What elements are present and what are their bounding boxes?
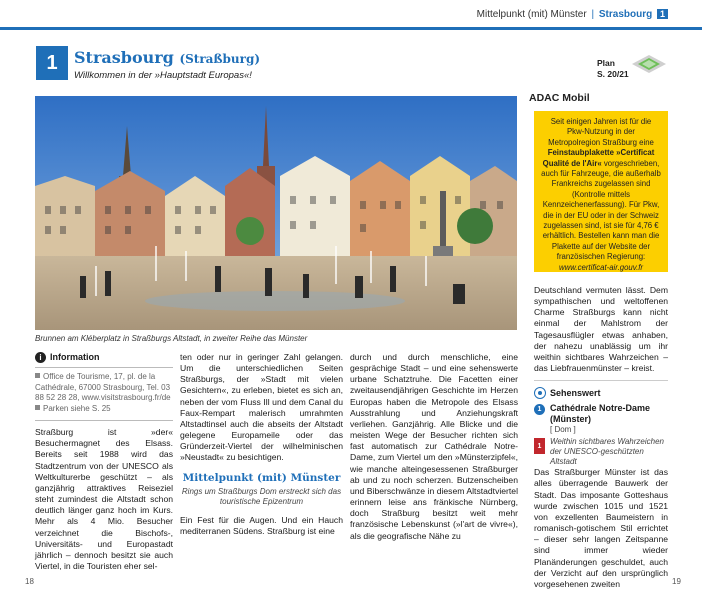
sights-title: Sehenswert — [550, 387, 601, 398]
info-title: Information — [50, 352, 100, 362]
adac-highlight: Feinstaubplakette »Certificat Qualité de l'Air« — [542, 148, 655, 168]
column-4 — [534, 285, 668, 590]
body-text: Straßburg ist »der« Besuchermagnet des Elsass. Bereits seit 1988 wird das Stadtzentrum von der UNESCO als Weltkulturerbe geschützt – als ganzjährig attraktives Reiseziel steht zumindest die Altstadt schon deutlich länger ganz hoch im Kurs. Mehr als 4 Mio. Besucher verzeichnet die Bischofs-, Universitäts- und Europastadt jährlich – dennoch besitzt sie auch Viertel, in die Touristen eher sel- — [35, 427, 173, 572]
adac-title: ADAC Mobil — [529, 92, 590, 104]
info-icon: i — [35, 352, 46, 363]
body-text: Ein Fest für die Augen. Und ein Hauch mediterranen Südens. Straßburg ist eine — [180, 514, 343, 536]
header-section: Mittelpunkt (mit) Münster — [476, 9, 587, 20]
info-parking-text: Parken siehe S. 25 — [43, 403, 111, 413]
subsection-intro: Rings um Straßburgs Dom erstreckt sich das touristische Epizentrum — [181, 486, 342, 506]
plan-reference — [597, 58, 629, 80]
kleberplatz-photo — [35, 96, 517, 330]
chapter-title-alt: (Straßburg) — [179, 52, 261, 66]
photo-caption: Brunnen am Kléberplatz in Straßburgs Altstadt, in zweiter Reihe das Münster — [35, 334, 308, 343]
page-number-right: 19 — [672, 577, 681, 586]
plan-page-ref: S. 20/21 — [597, 69, 629, 79]
info-header — [35, 352, 173, 368]
entry-number: 1 — [534, 404, 545, 415]
body-text: Das Straßburger Münster ist das alles überragende Bauwerk der Stadt. Das imposante Gotteshaus wurde zwischen 1015 und 1521 von exzellenten Baumeistern in romanisch-gotischem Stil errichtet – dieser sehr langen Zeitspanne sind immer wieder Planänderungen geschuldet, auch der Verzicht auf den ursprünglich vorgesehenen zweiten — [534, 467, 668, 589]
subsection-title: Mittelpunkt (mit) Münster — [182, 471, 341, 484]
adac-text-b: vorgeschrieben, auch für Fahrzeuge, die außerhalb Frankreichs zugelassen sind (Kontrolle mittels Kennzeichenerfassung). Für Pkw, die in der EU oder in der Schweiz zugelassen sind, ist sie für 4,76 € erhältlich. Bestellen kann man die Plakette auf der Website der französischen Regierung: — [541, 158, 661, 262]
header-rule — [0, 27, 702, 30]
bullet-square-icon — [35, 405, 40, 410]
info-box — [35, 352, 173, 421]
adac-link[interactable]: www.certificat-air.gouv.fr — [558, 262, 644, 272]
chapter-title-main: Strasbourg — [74, 48, 174, 67]
info-parking — [35, 404, 173, 415]
body-text: ten oder nur in geringer Zahl gelangen. Um die unterschiedlichen Seiten Straßburgs, der »Stadt mit vielen Gesichtern«, zu erleben, bietet es sich an, neben der vom Fluss Ill und dem Canal du Faux-Rempart malerisch umrahmten Altstadtinsel auch die abseits der Altstadt gelegene Europameile oder das Gründerzeit-Viertel der wilhelminischen »Neustadt« zu besichtigen. — [180, 352, 343, 463]
entry-subline — [534, 435, 668, 467]
header-separator: | — [591, 9, 595, 20]
chapter-number: 1 — [36, 46, 68, 80]
chapter-subtitle: Willkommen in der »Hauptstadt Europas«! — [74, 70, 252, 81]
map-icon — [630, 50, 668, 78]
body-text: durch und durch menschliche, eine gesprächige Stadt – und eine sehenswerte urbane Schatztruhe. Die Facetten einer zweitausendjährigen Geschichte im Herzen Europas haben die Metropole des Elsass Ausstrahlung und Anziehungskraft verliehen. Ganzjährig. Alle Blicke und die meisten Wege der Besucher richten sich fast automatisch zur Cathédrale Notre-Dame, zum Viertel um den »Münsterzipfel«, wie manche alteingesessenen Straßburger ab und zu noch scherzen. Butzenscheiben und Biberschwänze in diesem Altstadtviertel erinnern leise ans fränkische Nürnberg, doch Straßburg besitzt weit mehr französische Lebenskunst (»l'art de vivre«), als die geografische Nähe zu — [350, 352, 518, 541]
adac-text: Seit einigen Jahren ist für die Pkw-Nutzung in der Metropolregion Straßburg eine — [548, 117, 654, 147]
info-address — [35, 372, 173, 404]
adac-box — [534, 111, 668, 272]
sight-icon — [534, 387, 546, 399]
map-marker-icon: 1 — [534, 438, 545, 454]
page-number-left: 18 — [25, 577, 34, 586]
info-address-text: Office de Tourisme, 17, pl. de la Cathédrale, 67000 Strasbourg, Tel. 03 88 52 28 28, www.visitstrasbourg.fr/de — [35, 372, 171, 403]
chapter-title — [74, 48, 260, 67]
column-2 — [180, 352, 343, 537]
plan-label: Plan — [597, 58, 615, 68]
sight-entry — [534, 403, 668, 435]
body-text: Deutschland vermuten lässt. Dem sympathischen und weltoffenen Charme Straßburgs kann nicht einmal der Mahlstrom der Tagesausflügler etwas anhaben, der nahezu unablässig um ihr weithin sichtbares Wahrzeichen – das Liebfrauenmünster – kreist. — [534, 285, 668, 374]
running-header — [477, 9, 668, 20]
entry-subtitle: Weithin sichtbares Wahrzeichen der UNESCO-geschützten Altstadt — [550, 437, 664, 467]
bullet-square-icon — [35, 373, 40, 378]
entry-title: Cathédrale Notre-Dame (Münster) — [550, 403, 651, 425]
header-chapter: Strasbourg — [598, 9, 653, 20]
sights-header — [534, 380, 668, 399]
entry-tag: [ Dom ] — [550, 425, 576, 435]
header-chapter-number: 1 — [657, 9, 668, 19]
column-3 — [350, 352, 518, 542]
column-1 — [35, 352, 173, 572]
